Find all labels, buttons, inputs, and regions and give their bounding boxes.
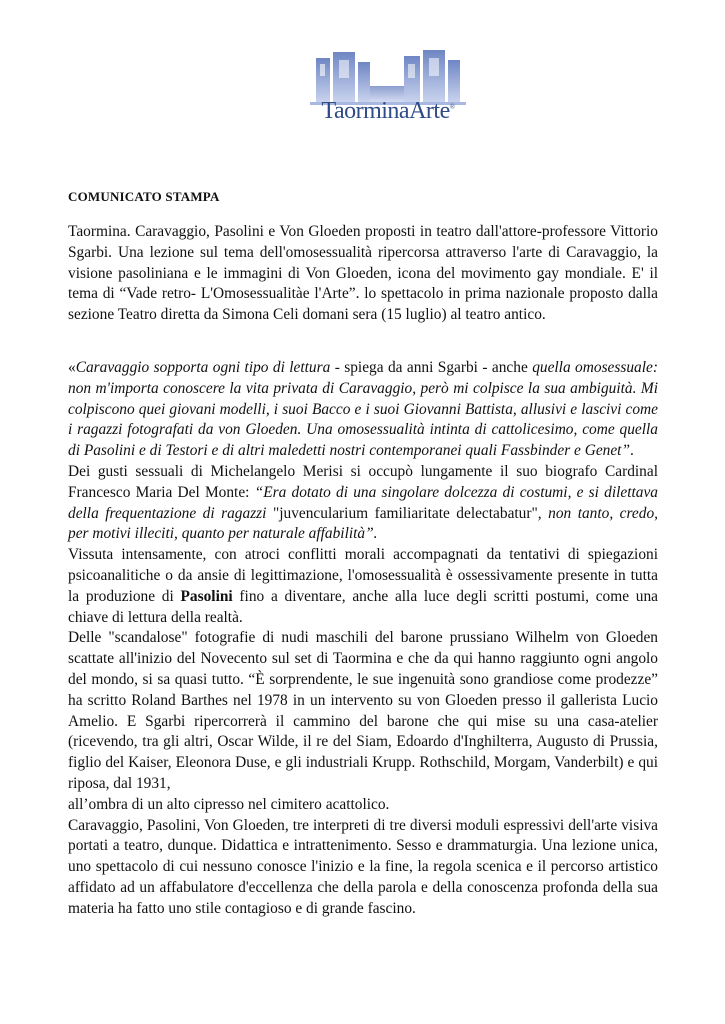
caravaggio-paragraph: [68, 358, 658, 462]
merisi-quote-2: , non tanto, credo, per motivi illeciti, quanto per naturale affabilità”.: [68, 504, 658, 543]
gloeden-paragraph: Delle "scandalose" fotografie di nudi maschili del barone prussiano Wilhelm von Gloeden scattate all'inizio del Novecento sul set di Taormina e che da qui hanno raggiunto ogni angolo del mondo, si sa quasi tutto. “È sorprendente, le sue ingenuità sono grandiose come prodezze” ha scritto Roland Barthes nel 1978 in un intervento su von Gloeden presso il gallerista Lucio Amelio. E Sgarbi ripercorrerà il cammino del barone che qui mise su una casa-atelier (ricevendo, tra gli altri, Oscar Wilde, il re del Siam, Edoardo d'Inghilterra, Augusto di Prussia, figlio del Kaiser, Eleonora Duse, e gli industriali Krupp. Rothschild, Morgam, Vanderbilt) e qui riposa, dal 1931,: [68, 629, 658, 792]
logo-wordmark: [300, 98, 476, 125]
caravaggio-quote-1: Caravaggio sopporta ogni tipo di lettura: [75, 359, 331, 376]
closing-paragraph: Caravaggio, Pasolini, Von Gloeden, tre interpreti di tre diversi moduli espressivi dell'arte visiva portati a teatro, dunque. Didattica e intrattenimento. Sesso e drammaturgia. Una lezione unica, uno spettacolo di cui nessuno conosce l'inizio e la fine, la regola scenica e il percorso artistico affidato ad un affabulatore d'eccellenza che della parola e della conoscenza profonda della sua materia ha fatto uno stile contagioso e di grande fascino.: [68, 816, 658, 917]
merisi-latin: "juvencularium familiaritate delectabatur": [272, 504, 538, 522]
pasolini-end: fino a diventare, anche alla luce degli scritti postumi, come una chiave di lettura della realtà.: [68, 587, 659, 626]
intro-paragraph: [68, 222, 658, 326]
document-heading: COMUNICATO STAMPA: [68, 189, 220, 204]
merisi-intro: Dei gusti sessuali di Michelangelo Merisi si occupò lungamente il suo biografo Cardinal Francesco Maria Del Monte:: [68, 462, 658, 501]
quote-open: «: [68, 359, 76, 376]
logo-text: TaorminaArte: [321, 98, 450, 124]
caravaggio-quote-2: quella omosessuale: non m'importa conoscere la vita privata di Caravaggio, però mi colpisce la sua ambiguità. Mi colpiscono quei giovani modelli, i suoi Bacco e i suoi Giovanni Battista, allusivi e lascivi come i ragazzi fotografati da von Gloeden. Una omosessualità intinta di cattolicesimo, come quella di Pasolini e di Testori e di altri maledetti nostri contemporanei quali Fassbinder e Genet”: [68, 359, 658, 460]
pasolini-name: Pasolini: [180, 587, 233, 605]
pasolini-paragraph: [68, 545, 658, 628]
registered-mark: ®: [449, 103, 455, 111]
body-text: [68, 358, 658, 920]
pasolini-intro: Vissuta intensamente, con atroci conflitti morali accompagnati da tentativi di spiegazioni psicoanalitiche o da ansie di legittimazione, l'omosessualità è ossessivamente presente in tutta la produzione di: [68, 546, 658, 605]
caravaggio-attribution: - spiega da anni Sgarbi - anche: [330, 359, 533, 376]
gloeden-end: all’ombra di un alto cipresso nel cimitero acattolico.: [68, 795, 390, 813]
merisi-quote-1: “Era dotato di una singolare dolcezza di costumi, e si dilettava della frequentazione di ragazzi: [68, 483, 658, 522]
merisi-paragraph: [68, 462, 658, 545]
taormina-arte-logo: [300, 48, 476, 134]
caravaggio-end: .: [630, 442, 634, 460]
intro-text: Taormina. Caravaggio, Pasolini e Von Gloeden proposti in teatro dall'attore-professore Vittorio Sgarbi. Una lezione sul tema dell'omosessualità ripercorsa attraverso l'arte di Caravaggio, la visione pasoliniana e le immagini di Von Gloeden, icona del movimento gay mondiale. E' il tema di “Vade retro- L'Omosessualitàe l'Arte”. lo spettacolo in prima nazionale proposto dalla sezione Teatro diretta da Simona Celi domani sera (15 luglio) al teatro antico.: [68, 223, 658, 324]
